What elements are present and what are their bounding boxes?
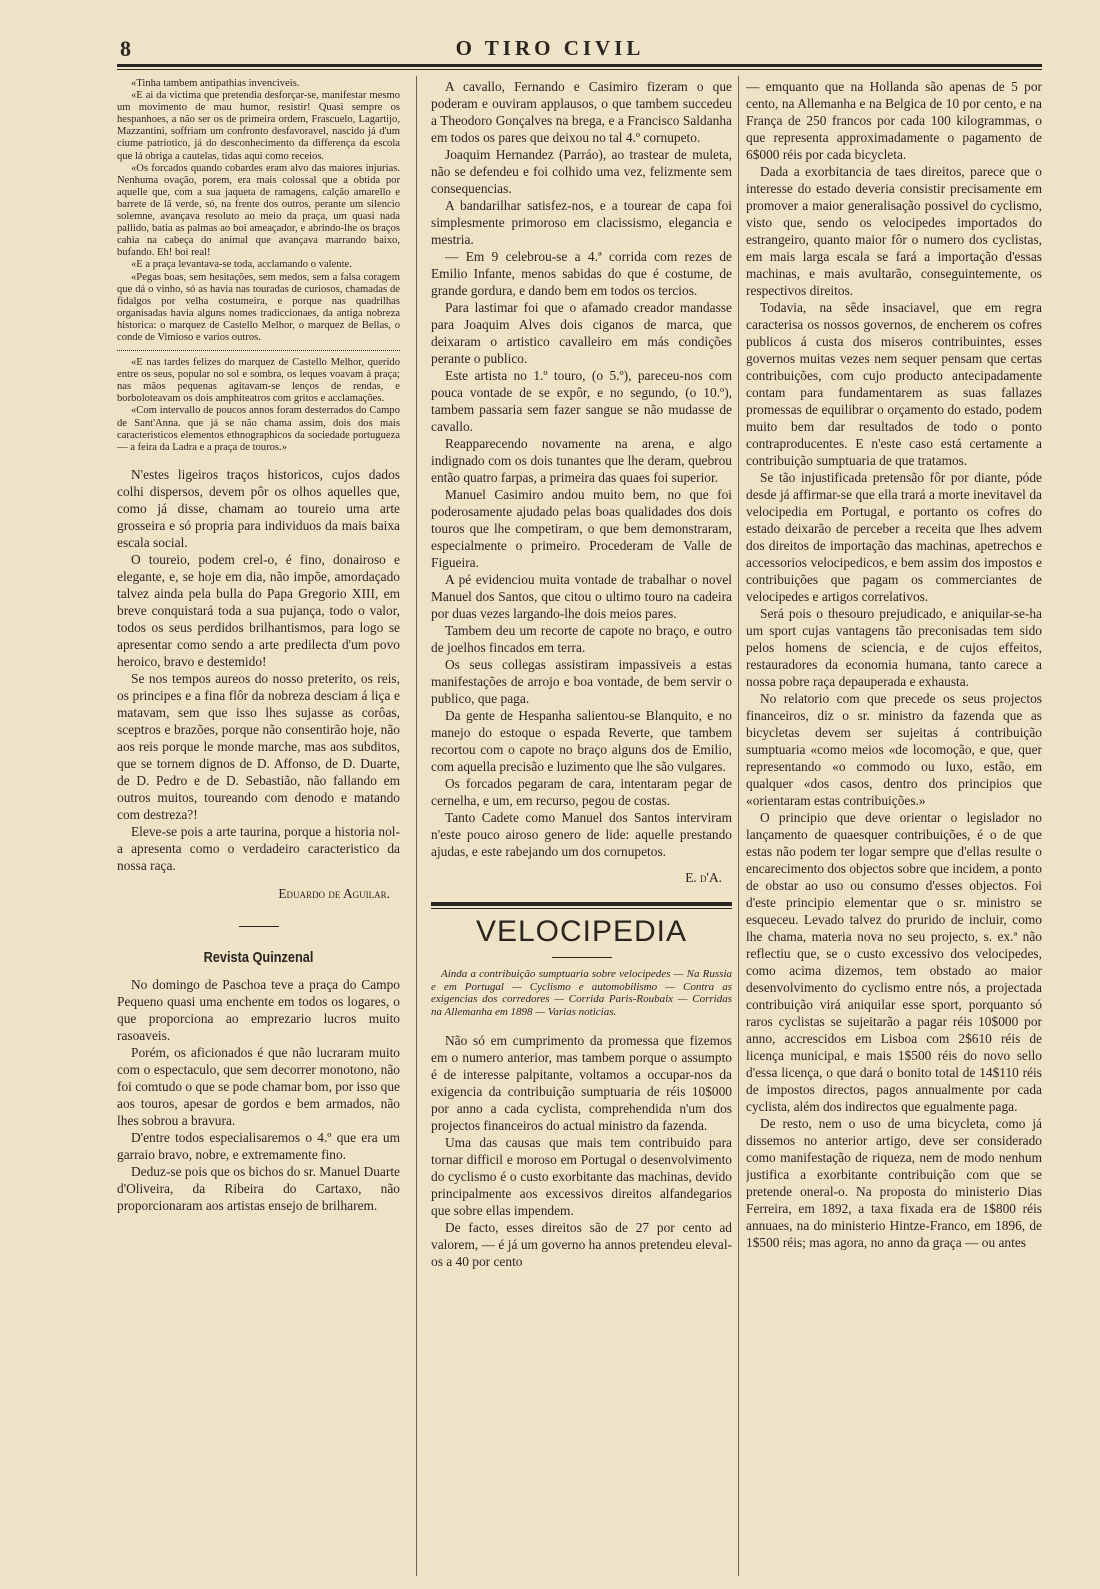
velocipedia-continued [746, 78, 1042, 1251]
revista-continued [431, 78, 732, 860]
article-signature: E. d'A. [685, 870, 722, 885]
article-paragraph: Dada a exorbitancia de taes direitos, parece que o interesse do estado deveria consistir precisamente em promover a maior generalisação possivel do cyclismo, visto que, sendo os velocipedes importados do estrangeiro, quanto maior fôr o numero dos cyclistas, em mais larga escala se fará a importação d'essas machinas, e mais avultarão, conseguintemente, os respectivos direitos. [746, 164, 1042, 298]
column-1 [117, 78, 400, 1578]
quote-paragraph: «Os forcados quando cobardes eram alvo das maiores injurias. Nenhuma ovação, porem, era mais colossal que a obtida por aquelle que, com a sua jaqueta de ramagens, calção amarello e barrete de lã verde, só, na frente dos outros, perante um silencio solemne, avançava resoluto ao meio da praça, um quasi nada pallido, batia as palmas ao boi ameaçador, e abrindo-lhe os braços cahia na cabeça do animal que avançava marrando baixo, bufando. Eh! boi real! [117, 162, 400, 259]
dotted-separator [117, 350, 400, 351]
short-separator [239, 926, 279, 927]
quote-paragraph: «Com intervallo de poucos annos foram desterrados do Campo de Sant'Anna. que já se não chama assim, dois dos mais caracteristicos elementos ethnographicos da sociedade portugueza — a feira da Ladra e a praça de touros.» [117, 405, 400, 453]
article-paragraph: Os forcados pegaram de cara, intentaram pegar de cernelha, e um, em recurso, pegou de costas. [431, 776, 732, 808]
page-number: 8 [120, 36, 131, 61]
article-paragraph: De facto, esses direitos são de 27 por cento ad valorem, — é já um governo ha annos pretendeu eleval-os a 40 por cento [431, 1220, 732, 1270]
article-paragraph: Será pois o thesouro prejudicado, e aniquilar-se-ha um sport cujas vantagens tão preconisadas tem sido pelos homens de sciencia, e de cujos effeitos, restauradores da economia humana, tanto carece a nossa pobre raça depauperada e exhausta. [746, 606, 1042, 689]
article-paragraph: O principio que deve orientar o legislador no lançamento de quaesquer contribuições, é o de que estas não podem ter logar sempre que d'ellas resulte o encarecimento dos objectos sobre que incidem, a ponto de obstar ao uso ou consumo d'esses objectos. Foi d'este principio elementar que o sr. ministro se esqueceu. Levado talvez do prurido de incluir, como lhe chama, materia nova no seu projecto, s. ex.ª não reflectiu que, se o custo excessivo dos velocipedes, como acima dizemos, tem obstado ao maior desenvolvimento do cyclismo entre nós, a projectada contribuição virá aniquilar esse sport, porquanto só raros cyclistas se sujeitarão a pagar réis 10$000 por anno, accrescidos em Lisboa com 2$610 réis de licença municipal, e mais 1$500 réis do novo sello d'essa licença, o que dará o bonito total de 14$110 réis de impostos directos, pagos annualmente por cada cyclista, além dos indirectos que egualmente paga. [746, 810, 1042, 1114]
column-rule-2 [738, 76, 739, 1576]
article-paragraph: Da gente de Hespanha salientou-se Blanquito, e no manejo do estoque o espada Reverte, que tambem recortou com o capote no braço alguns dos de Emilio, com aquella precisão e luzimento que lhe são vulgares. [431, 708, 732, 774]
article-paragraph: D'entre todos especialisaremos o 4.º que era um garraio bravo, nobre, e extremamente fino. [117, 1129, 400, 1162]
velocipedia-body [431, 1032, 732, 1270]
column-3 [746, 78, 1042, 1578]
article-paragraph: Uma das causas que mais tem contribuido para tornar difficil e moroso em Portugal o desenvolvimento do cyclismo é o custo exorbitante das machinas, devido principalmente aos excessivos direitos alfandegarios que sobre ellas impendem. [431, 1135, 732, 1219]
section-summary: Ainda a contribuição sumptuaria sobre velocipedes — Na Russia e em Portugal — Cyclismo e automobilismo — Contra as exigencias dos corredores — Corrida Paris-Roubaix — Corridas na Allemanha em 1898 — Varias noticias. [431, 968, 732, 1018]
section-title-revista: Revista Quinzenal [203, 948, 314, 966]
header-rule-thin [117, 69, 1042, 70]
article-paragraph: No domingo de Paschoa teve a praça do Campo Pequeno quasi uma enchente em todos os logares, o que proporciona ao emprezario lucros muito rasoaveis. [117, 976, 400, 1043]
quote-block [117, 78, 400, 454]
header-rule [117, 64, 1042, 67]
quote-paragraph: «E nas tardes felizes do marquez de Castello Melhor, querido entre os seus, popular no sol e sombra, os leques voavam á praça; nas mãos pequenas agitavam-se lenços de rendas, e borboloteavam os dois amphiteatros com gritos e acclamações. [117, 357, 400, 405]
article-paragraph: A cavallo, Fernando e Casimiro fizeram o que poderam e ouviram applausos, o que tambem succedeu a Theodoro Gonçalves na brega, e a Francisco Saldanha em todos os pares que deixou no tal 4.º cornupeto. [431, 79, 732, 145]
column-2 [431, 78, 732, 1578]
article-signature: Eduardo de Aguilar. [278, 885, 390, 901]
article-paragraph: — emquanto que na Hollanda são apenas de 5 por cento, na Allemanha e na Belgica de 10 por cento, e na França de 250 francos por cada 100 kilogrammas, o que representa approximadamente o pagamento de 6$000 réis por cada bicycleta. [746, 79, 1042, 162]
article-paragraph: Para lastimar foi que o afamado creador mandasse para Joaquim Alves dois ciganos de marca, que deixaram o artistico cavalleiro em más condições perante o publico. [431, 300, 732, 366]
article-paragraph: De resto, nem o uso de uma bicycleta, como já dissemos no anterior artigo, deve ser considerado como manifestação de riqueza, nem de modo nenhum justifica a exorbitante contribuição com que se pretende oneral-o. Na proposta do ministerio Dias Ferreira, em 1892, a taxa fixada era de 1$800 réis annuaes, na do ministerio Hintze-Franco, em 1896, de 1$500 réis; mas agora, no anno da graça — ou antes [746, 1116, 1042, 1250]
article-paragraph: Se tão injustificada pretensão fôr por diante, póde desde já affirmar-se que ella trará a morte inevitavel da velocipedia em Portugal, e portanto os cofres do estado deixarão de perceber a receita que lhes advem dos direitos de importação das machinas, apetrechos e accessorios velocipedicos, e bem assim dos impostos e contribuições que pagam os commerciantes de velocipedes e artigos correlativos. [746, 470, 1042, 604]
page-header [0, 30, 1100, 64]
masthead-title: O TIRO CIVIL [455, 36, 645, 60]
article-paragraph: Este artista no 1.º touro, (o 5.º), pareceu-nos com pouca vontade de se expôr, e no segundo, (o 10.º), tambem passaria sem fazer sangue se não mudasse de cavallo. [431, 368, 732, 434]
article-paragraph: Não só em cumprimento da promessa que fizemos em o numero anterior, mas tambem porque o assumpto é de interesse palpitante, voltamos a occupar-nos da exigencia da contribuição sumptuaria de réis 10$000 por anno a cada cyclista, comprehendida n'um dos projectos financeiros do actual ministro da fazenda. [431, 1033, 732, 1134]
article-paragraph: A bandarilhar satisfez-nos, e a tourear de capa foi simplesmente primoroso em clacissismo, elegancia e mestria. [431, 198, 732, 247]
article-paragraph: Tambem deu um recorte de capote no braço, e outro de joelhos fincados em terra. [431, 623, 732, 655]
section-rule-thin [431, 908, 732, 909]
section-title-velocipedia: VELOCIPEDIA [475, 915, 688, 948]
section-rule-thick [431, 902, 732, 906]
article-paragraph: Tanto Cadete como Manuel dos Santos interviram n'este pouco airoso genero de lide: aquelle prestando ajudas, e este rabejando um dos cornupetos. [431, 810, 732, 859]
article-paragraph: A pé evidenciou muita vontade de trabalhar o novel Manuel dos Santos, que citou o ultimo touro na cadeira por duas vezes largando-lhe dois meios pares. [431, 572, 732, 621]
article-paragraph: Manuel Casimiro andou muito bem, no que foi poderosamente ajudado pelas boas qualidades dos dois touros que lhe competiram, o que bem demonstraram, especialmente o primeiro. Procederam de Valle de Figueira. [431, 487, 732, 570]
article-paragraph: Deduz-se pois que os bichos do sr. Manuel Duarte d'Oliveira, da Ribeira do Cartaxo, não proporcionaram aos artistas ensejo de brilharem. [117, 1163, 400, 1213]
revista-body [117, 976, 400, 1214]
quote-paragraph: «E ai da victima que pretendia desforçar-se, manifestar mesmo um movimento de mau humor, resistir! Quasi sempre os hespanhoes, a não ser os de primeira ordem, Frascuelo, Lagartijo, Mazzantini, soffriam um confronto desfavoravel, nascido já d'um ciume patriotico, já do desconhecimento da differença da escola que lá obriga a cautelas, tidas aqui como receios. [117, 90, 400, 162]
article-paragraph: O toureio, podem crel-o, é fino, donairoso e elegante, e, se hoje em dia, não impõe, amordaçado talvez ainda pela bulla do Papa Gregorio XIII, em breve conquistará toda a sua pujança, todo o valor, todos os seus perdidos brilhantismos, para logo se apresentar como sendo a arte predilecta d'um povo heroico, bravo e destemido! [117, 551, 400, 669]
quote-paragraph: «Pegas boas, sem hesitações, sem medos, sem a falsa coragem que dá o vinho, só as havia nas touradas de curiosos, chamadas de fidalgos por velha costumeira, e porque nas quadrilhas organisadas havia alguns nomes tradiccionaes, da antiga nobreza historica: o marquez de Castello Melhor, o marquez de Bellas, o conde de Vimioso e varios outros. [117, 271, 400, 343]
article-paragraph: Porém, os aficionados é que não lucraram muito com o espectaculo, que sem decorrer monotono, não foi comtudo o que se pode chamar bom, por isso que aos touros, apesar de gordos e bem armados, não lhes sobrou a bravura. [117, 1044, 400, 1128]
quote-paragraph: «E a praça levantava-se toda, acclamando o valente. [131, 259, 352, 271]
article-paragraph: N'estes ligeiros traços historicos, cujos dados colhi dispersos, devem pôr os olhos aquelles que, como já disse, chamam ao toureio uma arte grosseira e só propria para individuos da mais baixa escala social. [117, 466, 400, 550]
article-paragraph: Todavia, na sêde insaciavel, que em regra caracterisa os nossos governos, de encherem os cofres publicos á custa dos miseros contribuintes, esses governos muitas vezes nem sequer pensam que certas contribuições, com cujo producto antecipadamente contam para fundamentarem as suas fallazes promessas de equilibrar o orçamento do estado, podem muito bem dar resultados de todo o ponto contraproducentes. E n'este caso está certamente a contribuição sumptuaria de que tratamos. [746, 300, 1042, 468]
article-paragraph: Reapparecendo novamente na arena, e algo indignado com os dois tunantes que lhe deram, quebrou então quatro farpas, a primeira das quaes foi superior. [431, 436, 732, 485]
article-paragraph: No relatorio com que precede os seus projectos financeiros, diz o sr. ministro da fazenda que as bicycletas devem ser sujeitas á contribuição sumptuaria «como meios «de locomoção, e que, quer representando «o commodo ou luxo, estão, em qualquer «dos casos, dentro dos principios que «orientaram estas contribuições.» [746, 691, 1042, 808]
article-paragraph: Eleve-se pois a arte taurina, porque a historia nol-a apresenta como o verdadeiro caracteristico da nossa raça. [117, 823, 400, 873]
quote-paragraph: «Tinha tambem antipathias invenciveis. [131, 78, 300, 89]
article-paragraph: Se nos tempos aureos do nosso preterito, os reis, os principes e a fina flôr da nobreza desciam á liça e matavam, sem que isso lhes sujasse as corôas, sceptros e brazões, porque não consentirão hoje, não aos reis porque le monde marche, mas aos subditos, que se tornem dignos de D. Affonso, de D. Duarte, de D. Pedro e de D. Sebastião, não fallando em outros muitos, toureando com denodo e matando com destreza?! [117, 670, 400, 822]
short-separator [552, 957, 612, 958]
column-rule-1 [416, 76, 417, 1576]
article-paragraph: Os seus collegas assistiram impassiveis a estas manifestações de arrojo e boa vontade, de bem servir o publico, que paga. [431, 657, 732, 706]
article-body [117, 466, 400, 874]
article-paragraph: Joaquim Hernandez (Parráo), ao trastear de muleta, não se defendeu e foi colhido uma vez, felizmente sem consequencias. [431, 147, 732, 196]
article-paragraph: — Em 9 celebrou-se a 4.ª corrida com rezes de Emilio Infante, menos sabidas do que é costume, de grande gordura, e dando bem em todos os tercios. [431, 249, 732, 298]
